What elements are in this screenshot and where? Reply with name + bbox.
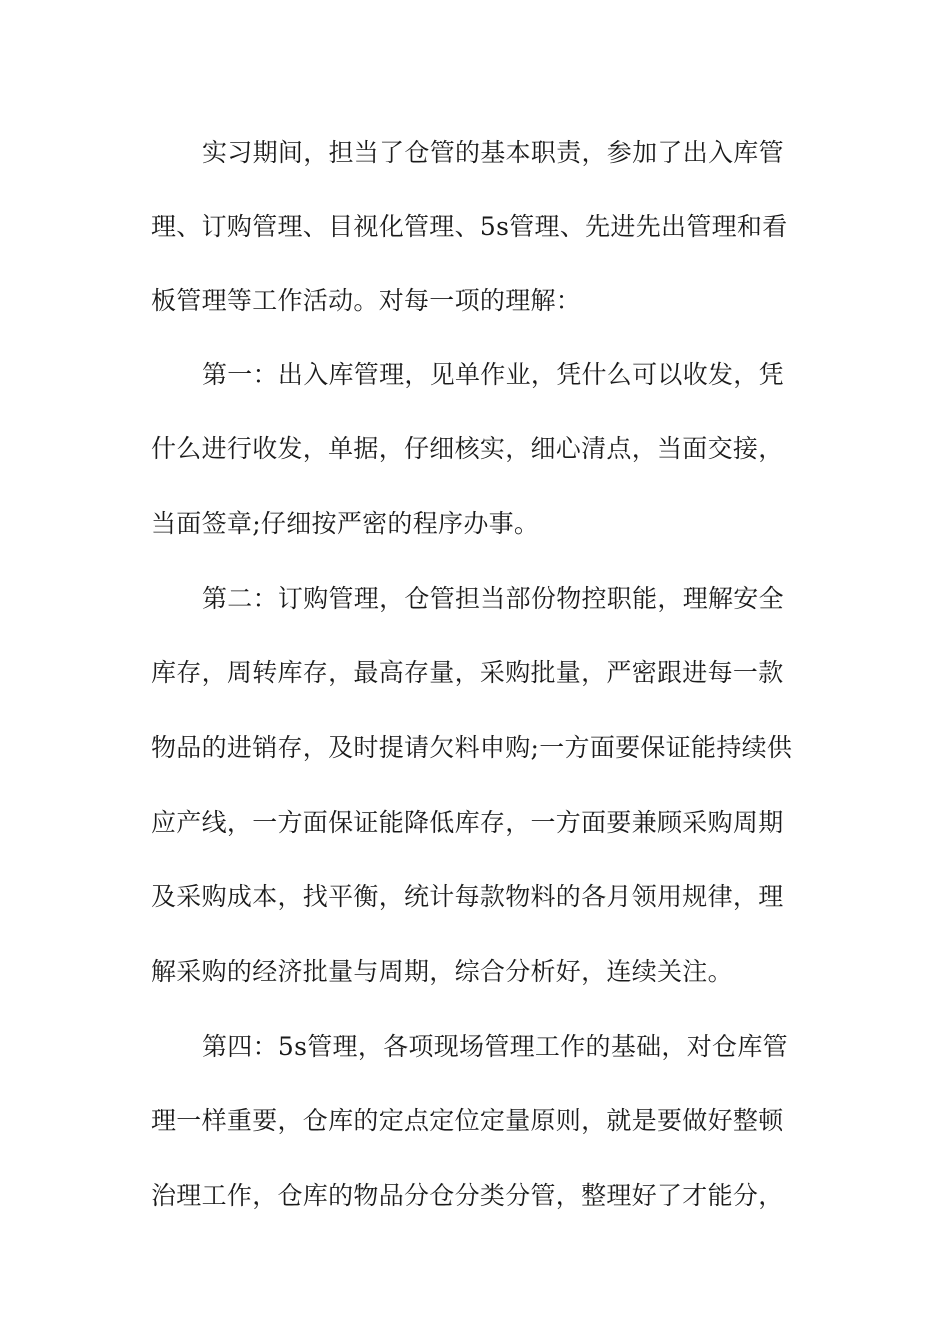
paragraph-4-line-2: 理一样重要，仓库的定点定位定量原则，就是要做好整顿: [151, 1106, 784, 1135]
paragraph-1-line-3: 板管理等工作活动。对每一项的理解：: [151, 286, 582, 315]
paragraph-3-line-4: 应产线，一方面保证能降低库存，一方面要兼顾采购周期: [151, 808, 784, 837]
paragraph-3-line-3: 物品的进销存，及时提请欠料申购;一方面要保证能持续供: [151, 733, 793, 762]
paragraph-1-line-2: 理、订购管理、目视化管理、5s管理、先进先出管理和看: [151, 212, 788, 241]
paragraph-2-line-2: 什么进行收发，单据，仔细核实，细心清点，当面交接，: [151, 434, 784, 463]
paragraph-2-line-1: 第一：出入库管理，见单作业，凭什么可以收发，凭: [202, 360, 784, 389]
paragraph-1-line-1: 实习期间，担当了仓管的基本职责，参加了出入库管: [202, 138, 784, 167]
paragraph-3-line-2: 库存，周转库存，最高存量，采购批量，严密跟进每一款: [151, 658, 784, 687]
paragraph-2-line-3: 当面签章;仔细按严密的程序办事。: [151, 509, 540, 538]
paragraph-3-line-5: 及采购成本，找平衡，统计每款物料的各月领用规律，理: [151, 882, 784, 911]
paragraph-4-line-1: 第四：5s管理，各项现场管理工作的基础，对仓库管: [202, 1032, 788, 1061]
paragraph-3-line-6: 解采购的经济批量与周期，综合分析好，连续关注。: [151, 957, 733, 986]
paragraph-4-line-3: 治理工作，仓库的物品分仓分类分管，整理好了才能分，: [151, 1181, 784, 1210]
paragraph-3-line-1: 第二：订购管理，仓管担当部份物控职能，理解安全: [202, 584, 784, 613]
